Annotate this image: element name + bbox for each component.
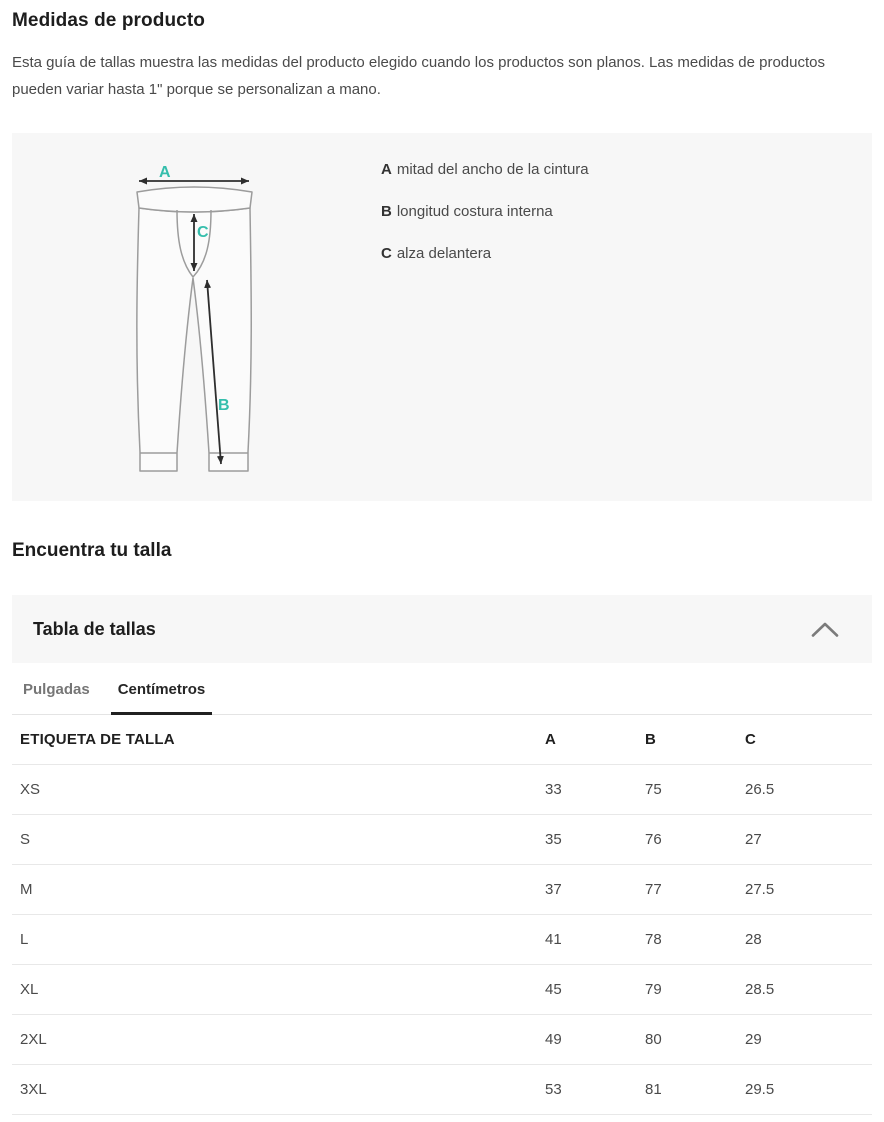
size-chart-accordion-header[interactable] <box>12 595 872 663</box>
cell-b: 78 <box>645 915 745 965</box>
table-row <box>12 865 872 915</box>
cell-b: 75 <box>645 765 745 815</box>
legend-key-b: B <box>381 203 392 220</box>
cell-a: 53 <box>545 1065 645 1115</box>
tab-centimetros[interactable]: Centímetros <box>118 665 206 714</box>
legend-text-a: mitad del ancho de la cintura <box>396 161 589 178</box>
diagram-label-c: C <box>197 224 209 241</box>
leggings-diagram <box>131 166 267 487</box>
cell-c: 28 <box>745 915 872 965</box>
table-row <box>12 765 872 815</box>
cell-b: 81 <box>645 1065 745 1115</box>
measurement-diagram-panel <box>12 133 872 501</box>
page-description: Esta guía de tallas muestra las medidas del producto elegido cuando los productos son planos. Las medidas de productos pueden variar hasta 1" porque se personalizan a mano. <box>12 54 826 98</box>
pants-diagram-svg <box>131 166 267 482</box>
legend-key-c: C <box>381 245 392 262</box>
row-size-label: S <box>12 815 545 865</box>
diagram-label-b: B <box>218 397 230 414</box>
legend-item-b <box>381 199 589 224</box>
find-size-heading: Encuentra tu talla <box>12 540 172 561</box>
table-row <box>12 1065 872 1115</box>
chevron-up-icon[interactable] <box>810 621 840 638</box>
cell-c: 29.5 <box>745 1065 872 1115</box>
cell-a: 41 <box>545 915 645 965</box>
row-size-label: L <box>12 915 545 965</box>
cell-c: 28.5 <box>745 965 872 1015</box>
legend-text-c: alza delantera <box>396 245 492 262</box>
page-title: Medidas de producto <box>12 10 205 31</box>
legend-key-a: A <box>381 161 392 178</box>
header-col-c: C <box>745 715 872 765</box>
cell-a: 35 <box>545 815 645 865</box>
cell-c: 29 <box>745 1015 872 1065</box>
cell-c: 27.5 <box>745 865 872 915</box>
size-table-header-row <box>12 715 872 765</box>
cell-a: 49 <box>545 1015 645 1065</box>
table-row <box>12 1015 872 1065</box>
size-table <box>12 715 872 1115</box>
legend-item-a <box>381 157 589 182</box>
row-size-label: XS <box>12 765 545 815</box>
tab-pulgadas[interactable]: Pulgadas <box>23 681 90 698</box>
diagram-label-a: A <box>159 166 171 181</box>
cell-a: 33 <box>545 765 645 815</box>
measurement-legend <box>381 157 589 283</box>
pants-waistband-outline <box>137 187 252 212</box>
table-row <box>12 815 872 865</box>
cell-a: 37 <box>545 865 645 915</box>
header-size-label: ETIQUETA DE TALLA <box>12 715 545 765</box>
row-size-label: 2XL <box>12 1015 545 1065</box>
table-row <box>12 965 872 1015</box>
cell-c: 26.5 <box>745 765 872 815</box>
unit-tabs <box>12 665 872 715</box>
accordion-title: Tabla de tallas <box>33 618 156 639</box>
row-size-label: XL <box>12 965 545 1015</box>
legend-item-c <box>381 241 589 266</box>
header-col-a: A <box>545 715 645 765</box>
cell-c: 27 <box>745 815 872 865</box>
cell-b: 77 <box>645 865 745 915</box>
table-row <box>12 915 872 965</box>
row-size-label: M <box>12 865 545 915</box>
row-size-label: 3XL <box>12 1065 545 1115</box>
header-col-b: B <box>645 715 745 765</box>
cell-a: 45 <box>545 965 645 1015</box>
cell-b: 79 <box>645 965 745 1015</box>
cell-b: 76 <box>645 815 745 865</box>
cell-b: 80 <box>645 1015 745 1065</box>
legend-text-b: longitud costura interna <box>396 203 553 220</box>
